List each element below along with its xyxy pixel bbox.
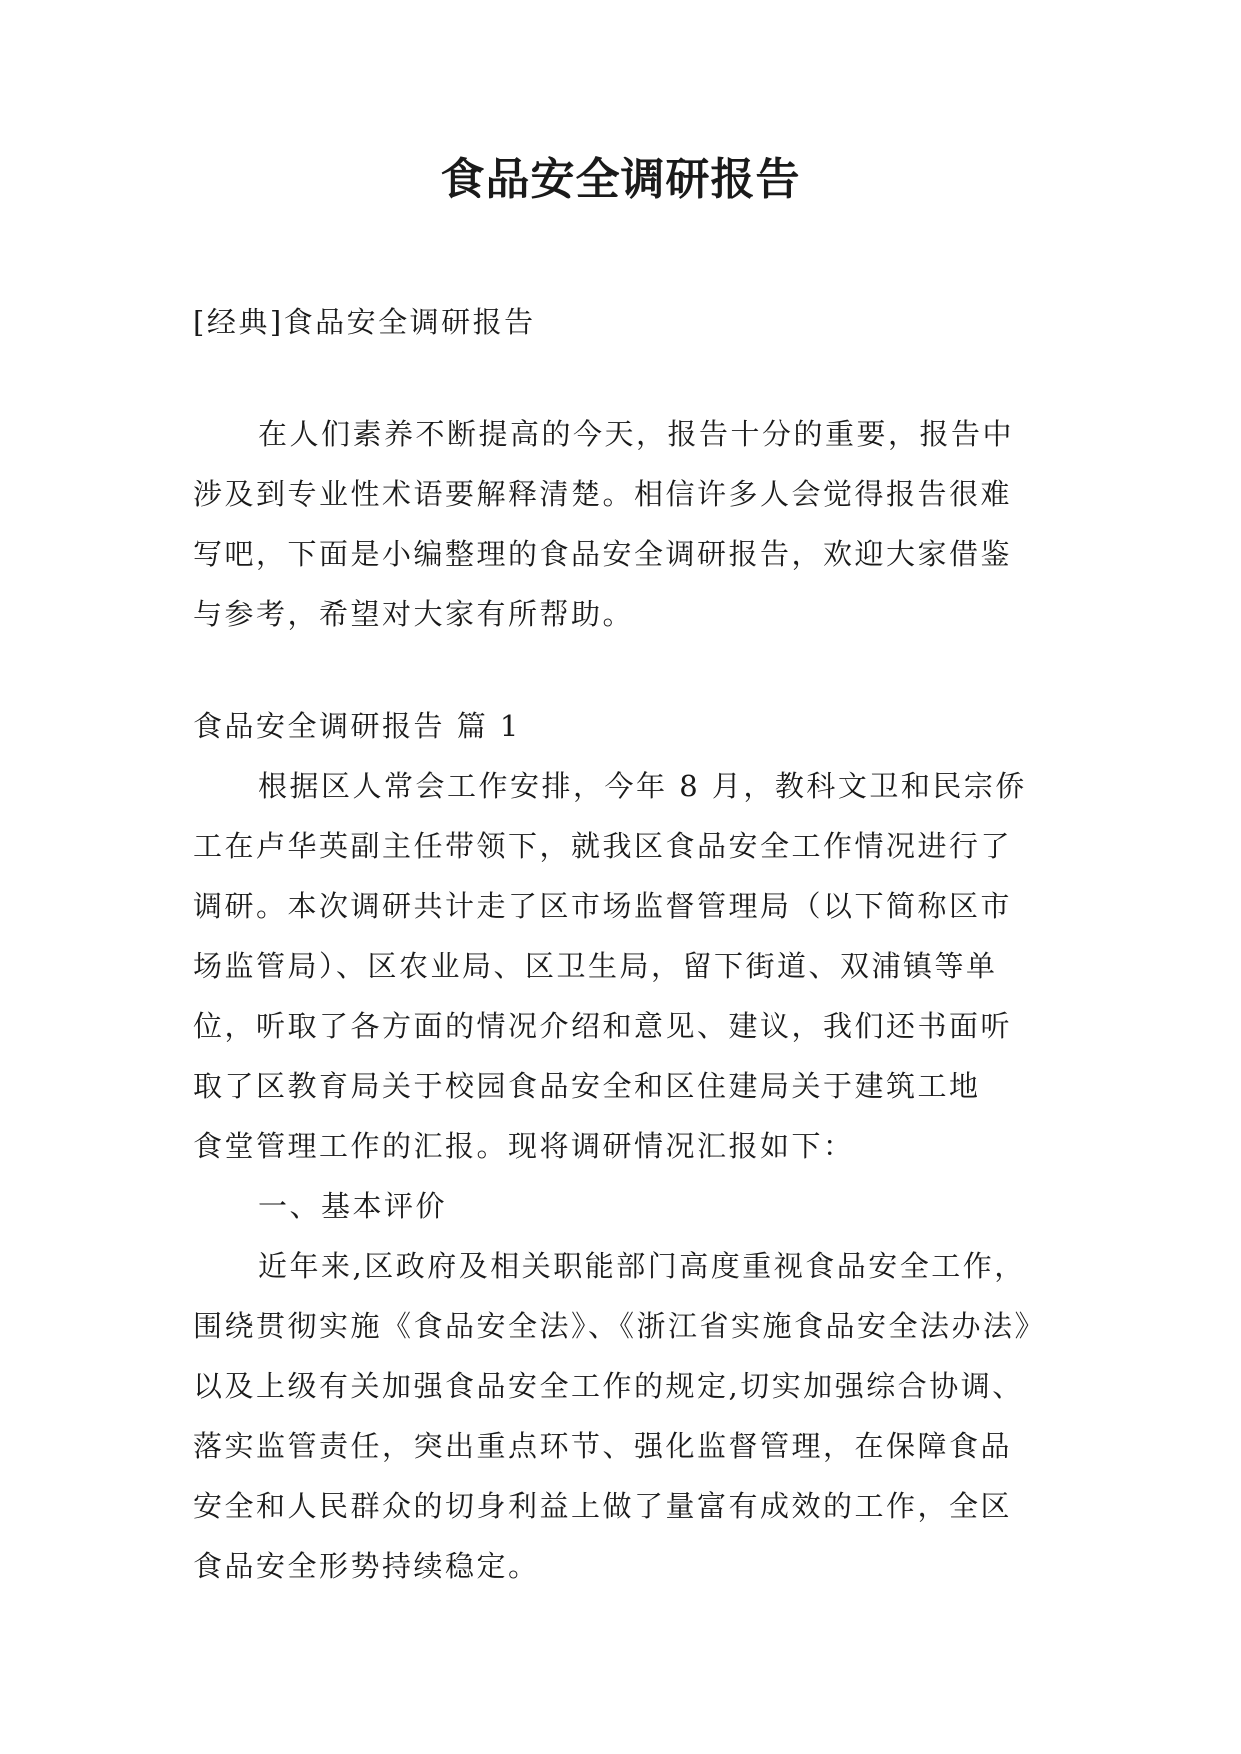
body-line: 近年来,区政府及相关职能部门高度重视食品安全工作， [258, 1249, 1026, 1283]
intro-paragraph [193, 404, 1053, 644]
body-line: 工在卢华英副主任带领下，就我区食品安全工作情况进行了 [193, 829, 1013, 863]
body-line: 场监管局）、区农业局、区卫生局，留下街道、双浦镇等单 [193, 949, 998, 983]
section-subheading: 一、基本评价 [258, 1189, 448, 1223]
body-line: 以及上级有关加强食品安全工作的规定,切实加强综合协调、 [193, 1369, 1024, 1403]
intro-line: 写吧，下面是小编整理的食品安全调研报告，欢迎大家借鉴 [193, 537, 1013, 571]
section-heading-line: 食品安全调研报告 篇 1 [193, 709, 521, 743]
document-title: 食品安全调研报告 [440, 154, 801, 205]
body-line: 位，听取了各方面的情况介绍和意见、建议，我们还书面听 [193, 1009, 1013, 1043]
intro-line: 在人们素养不断提高的今天，报告十分的重要，报告中 [258, 417, 1015, 451]
subtitle-line: [经典]食品安全调研报告 [193, 305, 536, 339]
body-line: 落实监管责任，突出重点环节、强化监督管理，在保障食品 [193, 1429, 1013, 1463]
body-text [193, 756, 1053, 1596]
body-line: 食品安全形势持续稳定。 [193, 1549, 540, 1583]
section-heading [193, 696, 1053, 756]
body-line: 安全和人民群众的切身利益上做了量富有成效的工作，全区 [193, 1489, 1013, 1523]
body-line: 调研。本次调研共计走了区市场监督管理局（以下简称区市 [193, 889, 1013, 923]
document-subtitle [193, 292, 1053, 352]
intro-line: 涉及到专业性术语要解释清楚。相信许多人会觉得报告很难 [193, 477, 1013, 511]
body-line: 食堂管理工作的汇报。现将调研情况汇报如下： [193, 1129, 855, 1163]
body-line: 取了区教育局关于校园食品安全和区住建局关于建筑工地 [193, 1069, 981, 1103]
intro-line: 与参考，希望对大家有所帮助。 [193, 597, 635, 631]
body-line: 围绕贯彻实施《食品安全法》、《浙江省实施食品安全法办法》 [193, 1309, 1047, 1343]
body-line: 根据区人常会工作安排，今年 8 月，教科文卫和民宗侨 [258, 769, 1027, 803]
